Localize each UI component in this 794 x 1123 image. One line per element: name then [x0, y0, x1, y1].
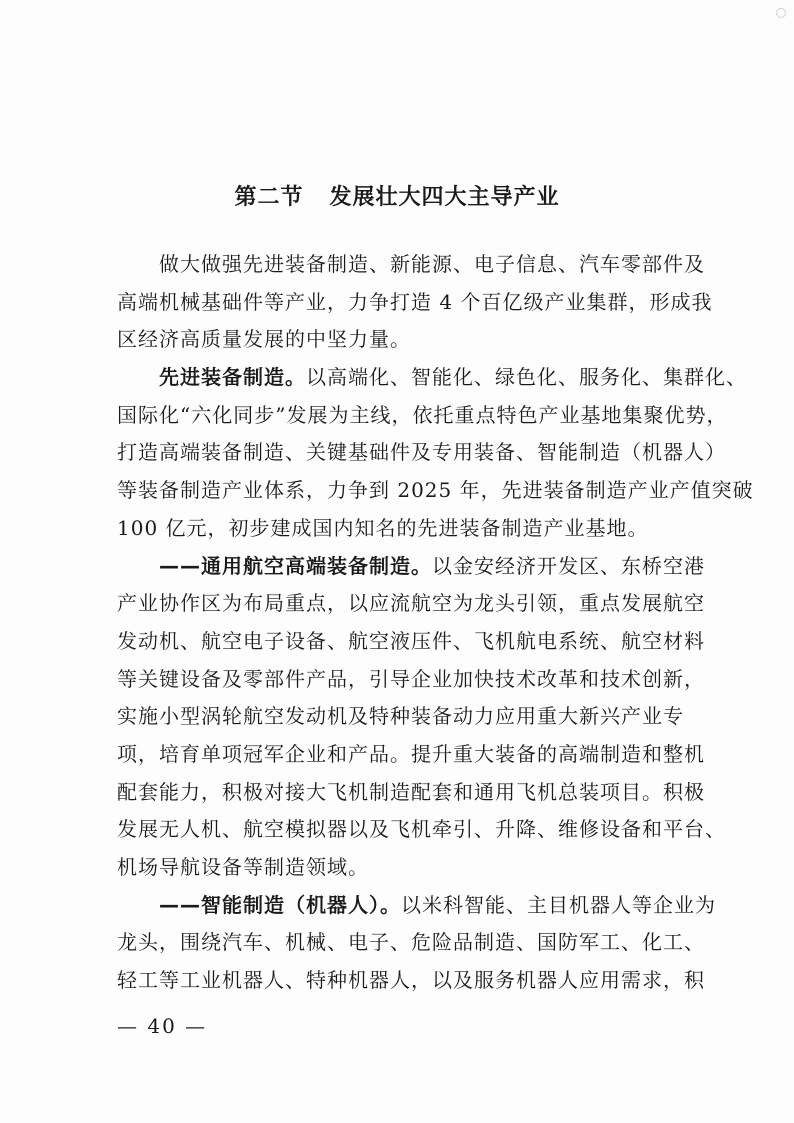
paragraph-aviation-line: 等关键设备及零部件产品，引导企业加快技术改革和技术创新， — [117, 666, 705, 691]
paragraph-robotics-line: 龙头，围绕汽车、机械、电子、危险品制造、国防军工、化工、 — [117, 930, 705, 955]
paragraph-robotics-line: 轻工等工业机器人、特种机器人，以及服务机器人应用需求，积 — [117, 968, 705, 993]
paragraph-advanced-equipment-line: 国际化“六化同步”发展为主线，依托重点特色产业基地集聚优势， — [117, 402, 728, 427]
scan-corner-mark — [776, 8, 786, 18]
document-body — [117, 246, 754, 1000]
paragraph-aviation-line: 项，培育单项冠军企业和产品。提升重大装备的高端制造和整机 — [117, 741, 705, 766]
advanced-equipment-text: 以高端化、智能化、绿色化、服务化、集群化、 — [306, 365, 747, 390]
robotics-lead: ——智能制造（机器人）。 — [159, 892, 401, 917]
paragraph-aviation-line: 实施小型涡轮航空发动机及特种装备动力应用重大新兴产业专 — [117, 704, 684, 729]
page-number: — 40 — — [117, 1014, 208, 1038]
advanced-equipment-lead: 先进装备制造。 — [159, 365, 306, 390]
paragraph-advanced-equipment-first-line — [117, 359, 747, 397]
paragraph-robotics-first-line — [117, 887, 716, 925]
paragraph-aviation-line: 产业协作区为布局重点，以应流航空为龙头引领，重点发展航空 — [117, 591, 705, 616]
paragraph-advanced-equipment-line: 打造高端装备制造、关键基础件及专用装备、智能制造（机器人） — [117, 440, 726, 465]
paragraph-intro-line: 做大做强先进装备制造、新能源、电子信息、汽车零部件及 — [159, 252, 705, 276]
paragraph-aviation-line: 发动机、航空电子设备、航空液压件、飞机航电系统、航空材料 — [117, 628, 705, 653]
paragraph-aviation-line: 配套能力，积极对接大飞机制造配套和通用飞机总装项目。积极 — [117, 779, 705, 804]
paragraph-intro-line: 高端机械基础件等产业，力争打造 4 个百亿级产业集群，形成我 — [117, 289, 713, 314]
paragraph-aviation-line: 机场导航设备等制造领域。 — [117, 855, 369, 879]
aviation-lead: ——通用航空高端装备制造。 — [159, 553, 432, 578]
paragraph-aviation-first-line — [117, 548, 705, 586]
paragraph-intro-line: 区经济高质量发展的中坚力量。 — [117, 327, 411, 352]
robotics-text: 以米科智能、主目机器人等企业为 — [401, 892, 716, 917]
aviation-text: 以金安经济开发区、东桥空港 — [432, 553, 705, 578]
paragraph-advanced-equipment-line: 等装备制造产业体系，力争到 2025 年，先进装备制造产业产值突破 — [117, 478, 754, 503]
paragraph-aviation-line: 发展无人机、航空模拟器以及飞机牵引、升降、维修设备和平台、 — [117, 817, 726, 842]
paragraph-advanced-equipment-line: 100 亿元，初步建成国内知名的先进装备制造产业基地。 — [117, 515, 649, 540]
section-heading: 第二节 发展壮大四大主导产业 — [234, 185, 560, 210]
